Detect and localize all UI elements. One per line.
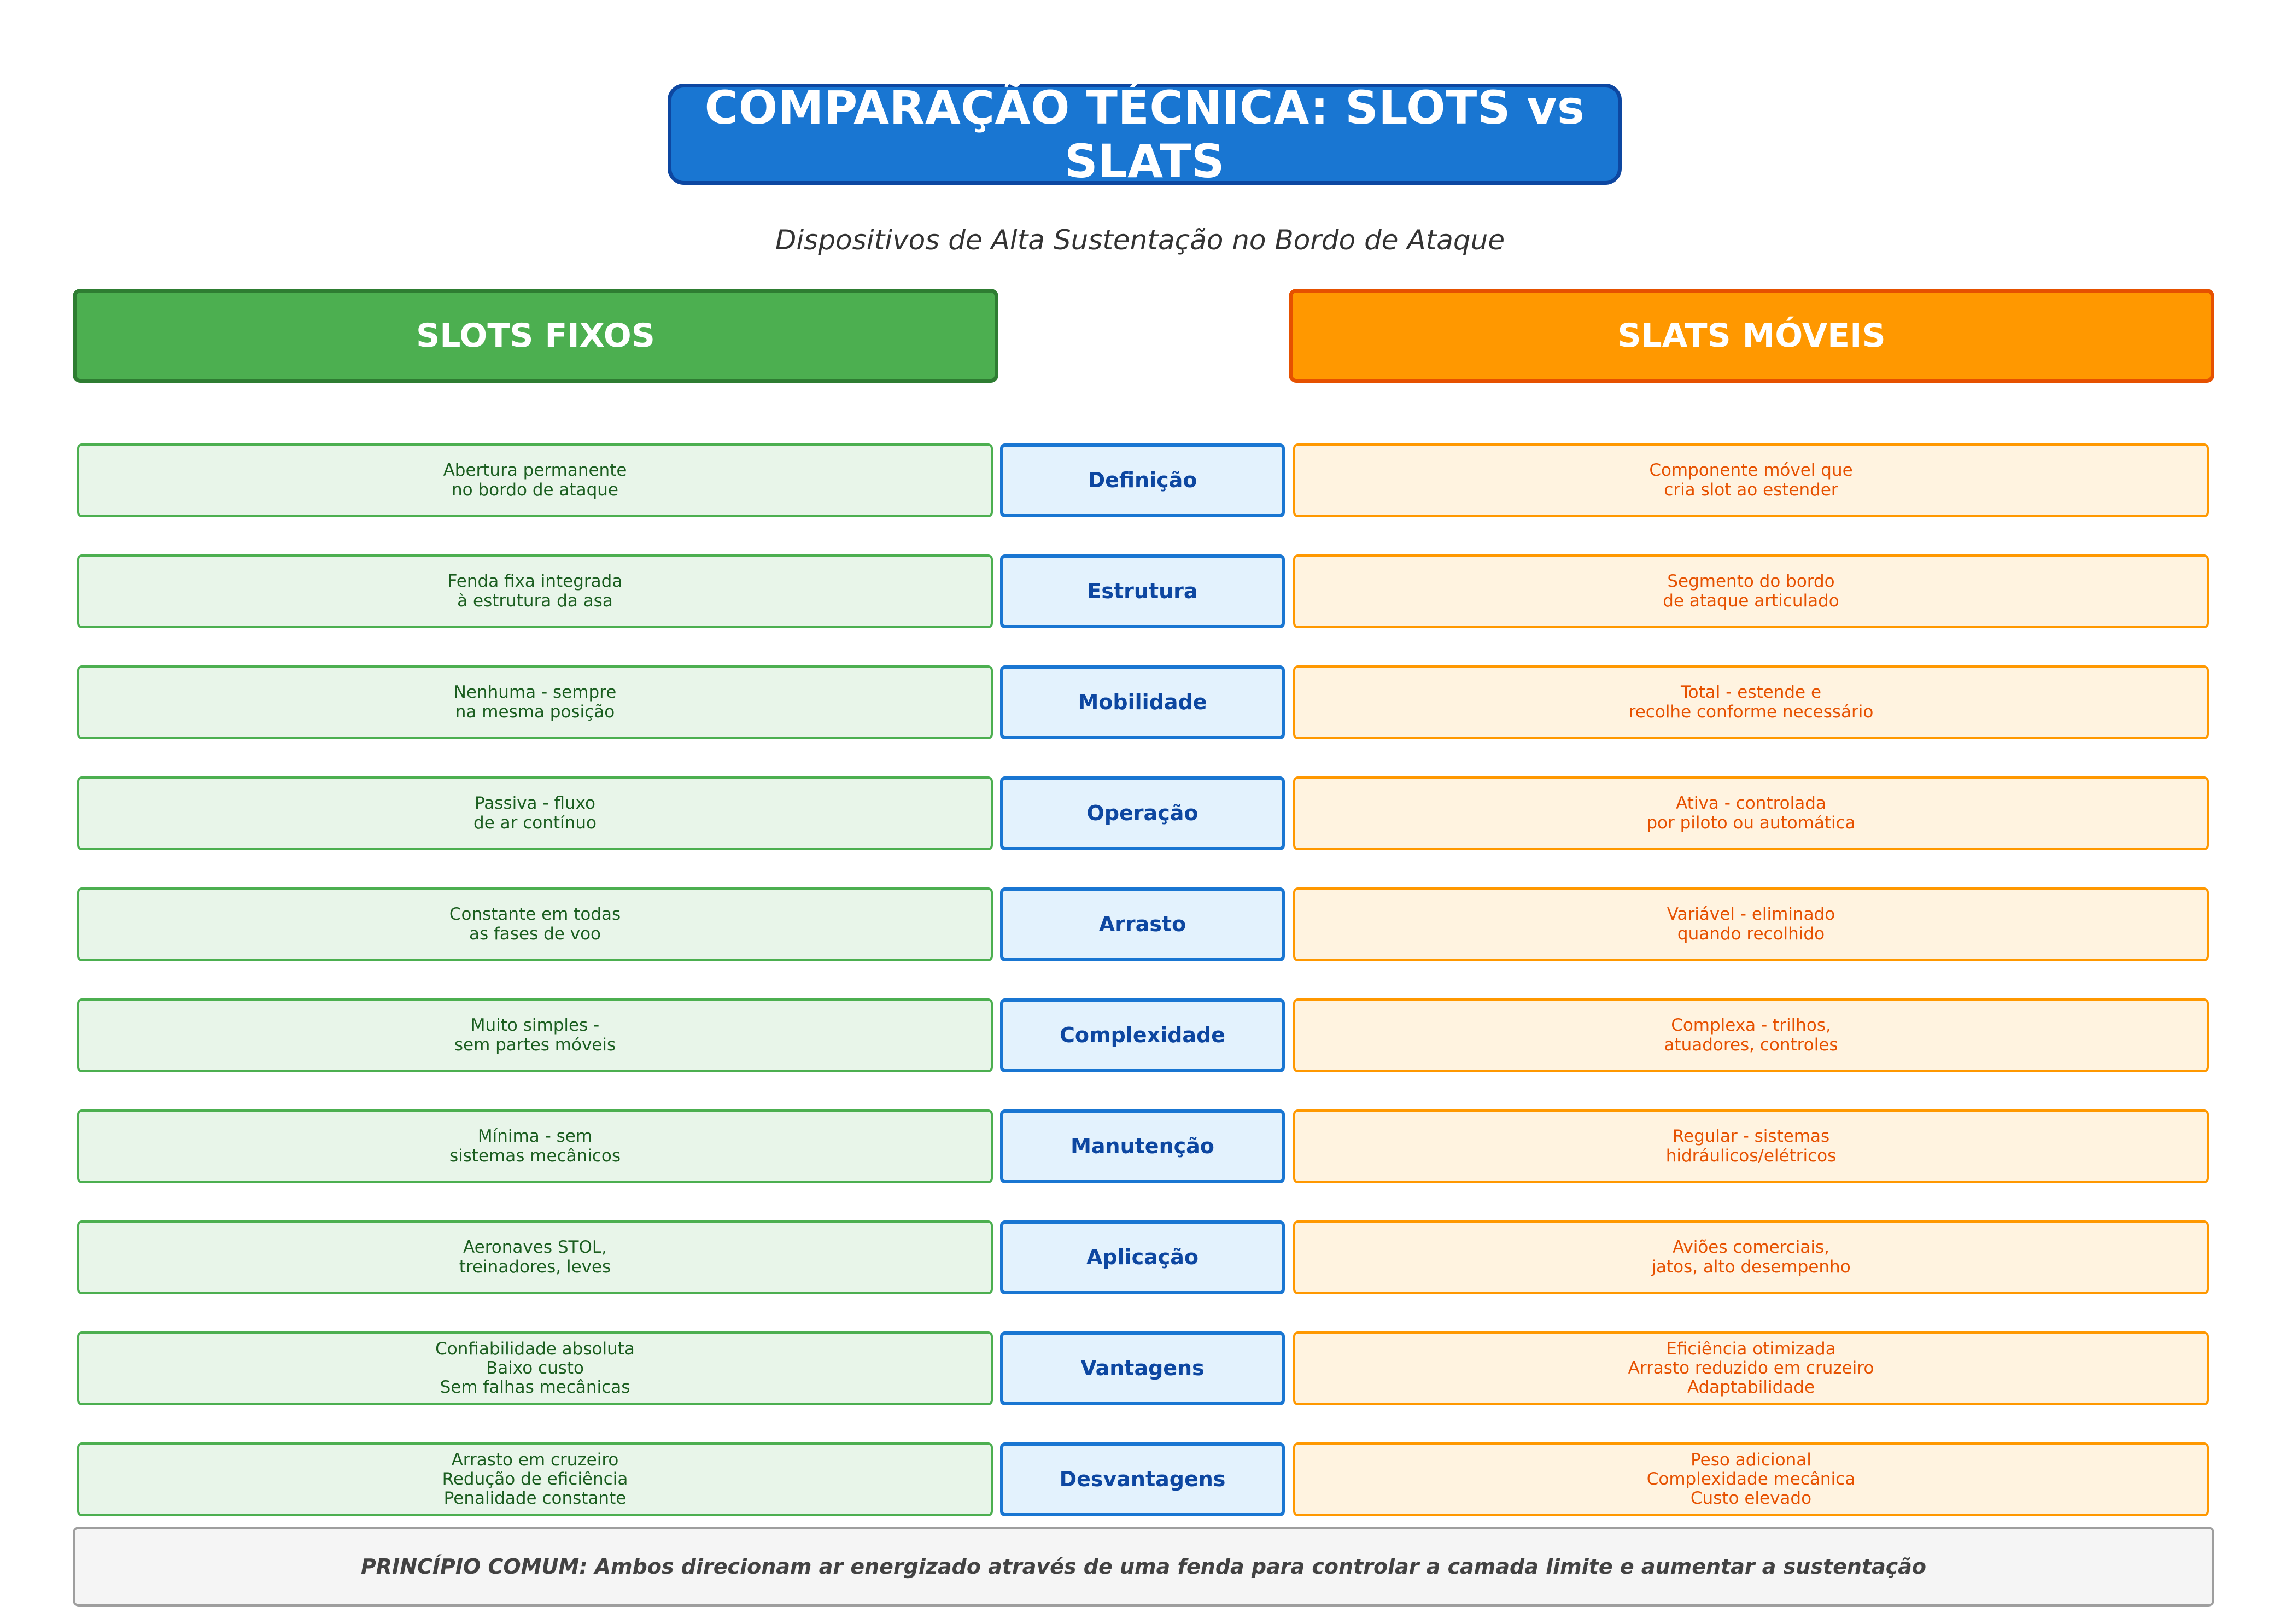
criterion-cell: Complexidade — [1000, 998, 1285, 1072]
slats-cell: Aviões comerciais, jatos, alto desempenho — [1293, 1220, 2209, 1294]
slots-cell: Muito simples - sem partes móveis — [77, 998, 993, 1072]
slots-cell: Passiva - fluxo de ar contínuo — [77, 776, 993, 850]
slots-cell: Confiabilidade absoluta Baixo custo Sem falhas mecânicas — [77, 1331, 993, 1405]
slats-cell: Variável - eliminado quando recolhido — [1293, 887, 2209, 961]
criterion-cell: Vantagens — [1000, 1331, 1285, 1405]
slats-cell: Componente móvel que cria slot ao estender — [1293, 443, 2209, 517]
criterion-cell: Manutenção — [1000, 1109, 1285, 1183]
slots-cell: Aeronaves STOL, treinadores, leves — [77, 1220, 993, 1294]
criterion-cell: Desvantagens — [1000, 1442, 1285, 1516]
criterion-cell: Mobilidade — [1000, 665, 1285, 739]
slats-cell: Regular - sistemas hidráulicos/elétricos — [1293, 1109, 2209, 1183]
slats-cell: Eficiência otimizada Arrasto reduzido em cruzeiro Adaptabilidade — [1293, 1331, 2209, 1405]
page-title: COMPARAÇÃO TÉCNICA: SLOTS vs SLATS — [668, 84, 1622, 185]
slats-column-header: SLATS MÓVEIS — [1289, 289, 2214, 383]
criterion-cell: Definição — [1000, 443, 1285, 517]
slats-cell: Complexa - trilhos, atuadores, controles — [1293, 998, 2209, 1072]
criterion-cell: Arrasto — [1000, 887, 1285, 961]
slats-cell: Total - estende e recolhe conforme necessário — [1293, 665, 2209, 739]
slots-cell: Abertura permanente no bordo de ataque — [77, 443, 993, 517]
slots-cell: Mínima - sem sistemas mecânicos — [77, 1109, 993, 1183]
slots-cell: Fenda fixa integrada à estrutura da asa — [77, 554, 993, 628]
criterion-cell: Aplicação — [1000, 1220, 1285, 1294]
slats-cell: Ativa - controlada por piloto ou automática — [1293, 776, 2209, 850]
slats-cell: Segmento do bordo de ataque articulado — [1293, 554, 2209, 628]
slots-column-header: SLOTS FIXOS — [73, 289, 998, 383]
slats-cell: Peso adicional Complexidade mecânica Custo elevado — [1293, 1442, 2209, 1516]
criterion-cell: Operação — [1000, 776, 1285, 850]
slots-cell: Nenhuma - sempre na mesma posição — [77, 665, 993, 739]
criterion-cell: Estrutura — [1000, 554, 1285, 628]
slots-cell: Constante em todas as fases de voo — [77, 887, 993, 961]
common-principle-note: PRINCÍPIO COMUM: Ambos direcionam ar energizado através de uma fenda para controlar a camada limite e aumentar a sustentação — [73, 1527, 2214, 1607]
slots-cell: Arrasto em cruzeiro Redução de eficiência Penalidade constante — [77, 1442, 993, 1516]
page-subtitle: Dispositivos de Alta Sustentação no Bordo de Ataque — [775, 224, 1505, 256]
